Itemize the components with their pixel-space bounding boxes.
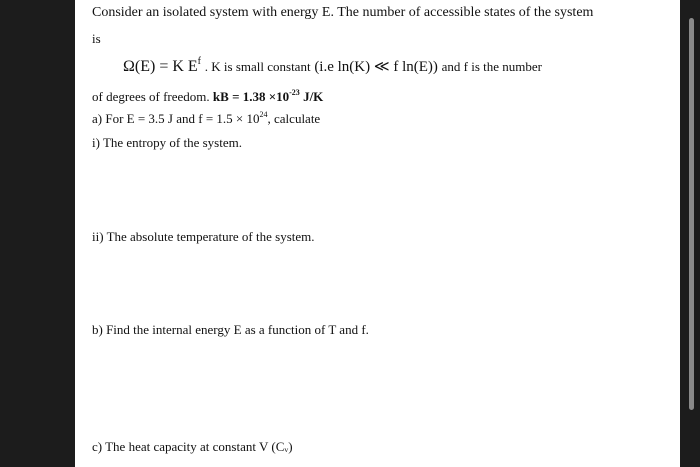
boltzmann-constant: kB = $1.38 \times 10^{-23}$ J/K [212, 88, 324, 104]
part-i-question: i) The entropy of the system. [92, 135, 242, 150]
part-ii-question: ii) The absolute temperature of the system. [92, 229, 315, 244]
intro-line-1: Consider an isolated system with energy E. The number of accessible states of the system [92, 5, 594, 20]
equation-tail: and f is the number [441, 59, 543, 74]
states-equation [123, 57, 542, 76]
equation-middle: . K is small constant [204, 59, 311, 74]
degrees-of-freedom-line [92, 89, 323, 105]
equation-exponent: f [197, 56, 202, 67]
dof-text: of degrees of freedom. [92, 89, 210, 104]
equation-condition: (i.e ln(K) ≪ f ln(E)) [314, 59, 438, 75]
part-b-question: b) Find the internal energy E as a function of T and f. [92, 322, 369, 337]
scrollbar-thumb[interactable] [689, 18, 694, 410]
part-a-given: a) For E = 3.5 J and $f = 1.5 \times 10^{24}$, calculate [92, 110, 321, 126]
equation-lhs: Ω(E) = K E [123, 58, 198, 75]
intro-line-2: is [92, 31, 101, 46]
document-page [75, 0, 680, 467]
part-c-question: c) The heat capacity at constant V (Cᵥ) [92, 439, 293, 454]
